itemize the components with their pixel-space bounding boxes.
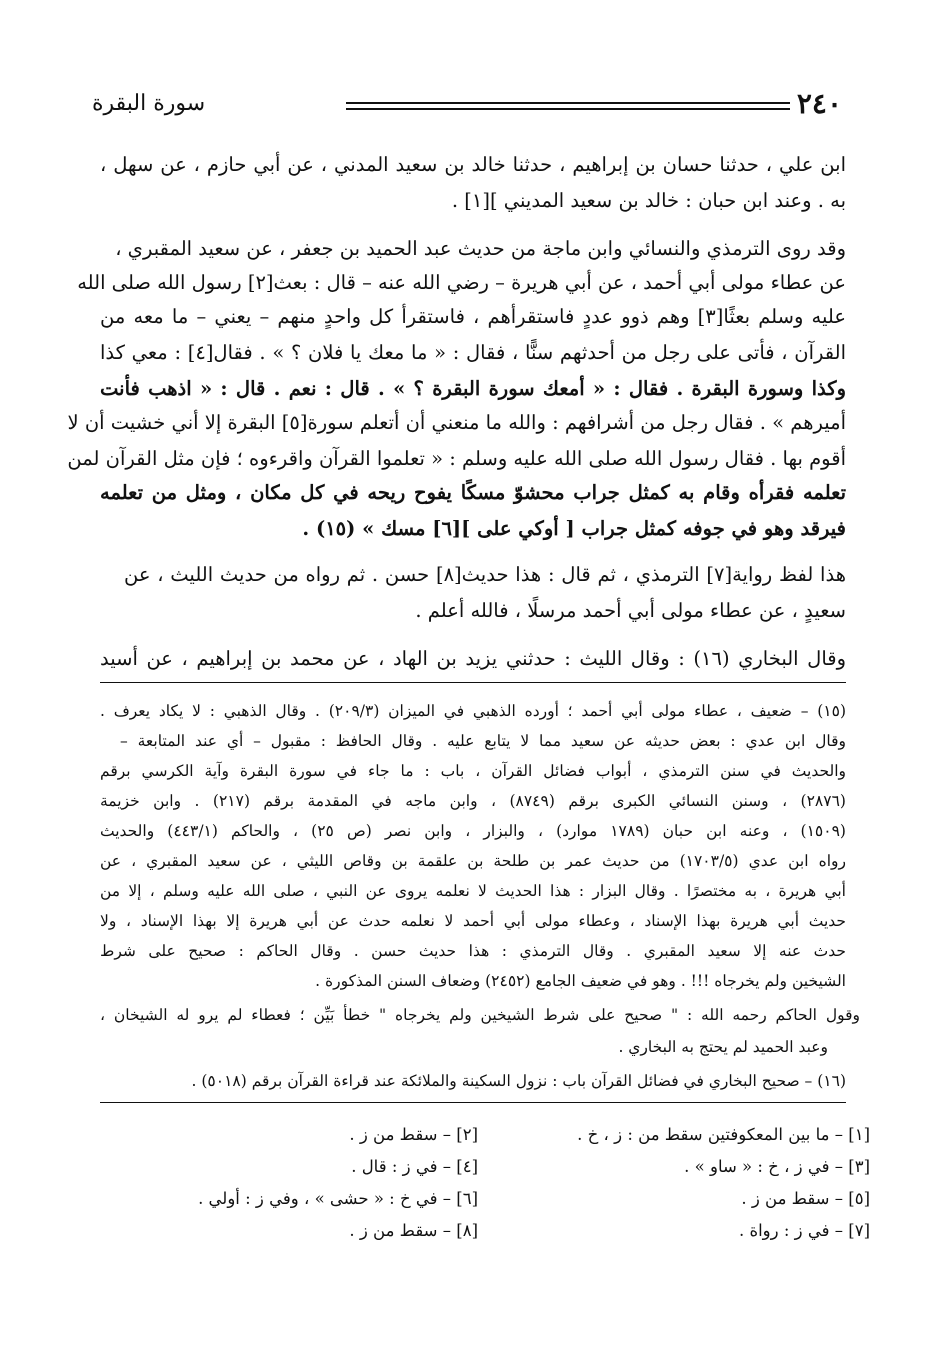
body-line: القرآن ، فأتى على رجل من أحدثهم سنًّا ، فقال : « ما معك يا فلان ؟ » . فقال[٤] : معي كذا xyxy=(100,341,846,364)
header-rule-bottom xyxy=(346,108,790,110)
footnote-line: رواه ابن عدي (١٧٠٣/٥) من حديث عمر بن طلحة بن علقمة بن وقاص الليثي ، عن سعيد المقبري ، عن xyxy=(100,852,846,870)
body-line: فيرقد وهو في جوفه كمثل جراب [ أوكي على ][٦] مسك » (١٥) . xyxy=(302,517,846,540)
page-number: ٢٤٠ xyxy=(796,87,842,120)
variant-note: [١] – ما بين المعكوفتين سقط من : ز ، خ . xyxy=(577,1125,870,1144)
body-line: وقد روى الترمذي والنسائي وابن ماجة من حديث عبد الحميد بن جعفر ، عن سعيد المقبري ، xyxy=(115,237,846,260)
footnote-line: وقول الحاكم رحمه الله : " صحيح على شرط الشيخين ولم يخرجاه " خطأ بَيِّن ؛ فعطاء لم يرو له الشيخان ، xyxy=(100,1006,860,1024)
body-line: سعيدٍ ، عن عطاء مولى أبي أحمد مرسلًا ، فالله أعلم . xyxy=(415,599,846,622)
variant-note: [٨] – سقط من ز . xyxy=(349,1221,478,1240)
footnote-line: وقال ابن عدي : بعض حديثه عن سعيد مما لا يتابع عليه . وقال الحافظ : مقبول – أي عند المتابعة – xyxy=(120,732,846,750)
running-title: سورة البقرة xyxy=(92,91,206,116)
body-line: وقال البخاري (١٦) : وقال الليث : حدثني يزيد بن الهاد ، عن محمد بن إبراهيم ، عن أسيد xyxy=(100,647,846,670)
footnote-line: (١٦) – صحيح البخاري في فضائل القرآن باب : نزول السكينة والملائكة عند قراءة القرآن برقم (٥٠١٨) . xyxy=(191,1072,846,1090)
footnote-line: أبي هريرة ، به مختصرًا . وقال البزار : هذا الحديث لا نعلمه يروى عن النبي ، صلى الله عليه وسلم ، إلا من xyxy=(100,882,846,900)
footnote-line: الشيخين ولم يخرجاه !!! . وهو في ضعيف الجامع (٢٤٥٢) وضعاف السنن المذكورة . xyxy=(315,972,846,990)
variant-note: [٤] – في ز : قال . xyxy=(351,1157,478,1176)
footnote-line: (٢٨٧٦) ، وسنن النسائي الكبرى برقم (٨٧٤٩) ، وابن ماجه في المقدمة برقم (٢١٧) . وابن خزيمة xyxy=(100,792,846,810)
variant-note: [٦] – في خ : « حشى » ، وفي ز : أولي . xyxy=(198,1189,478,1208)
footnote-line: (١٥٠٩) ، وعنه ابن حبان (١٧٨٩ موارد) ، والبزار ، وابن نصر (ص ٢٥) ، والحاكم (٤٤٣/١) والحديث xyxy=(100,822,846,840)
footnote-line: وعبد الحميد لم يحتج به البخاري . xyxy=(618,1038,828,1056)
footnote-separator xyxy=(100,682,846,683)
variant-note: [٧] – في ز : رواة . xyxy=(738,1221,870,1240)
variant-note: [٣] – في ز ، خ : « ساو » . xyxy=(684,1157,870,1176)
body-line: وكذا وسورة البقرة . فقال : « أمعك سورة البقرة ؟ » . قال : نعم . قال : « اذهب فأنت xyxy=(100,377,846,400)
body-line: ابن علي ، حدثنا حسان بن إبراهيم ، حدثنا خالد بن سعيد المدني ، عن أبي حازم ، عن سهل ، xyxy=(100,153,846,176)
header-rule-top xyxy=(346,102,790,104)
body-line: به . وعند ابن حبان : خالد بن سعيد المديني ][١] . xyxy=(451,189,846,212)
footnote-line: حديث أبي هريرة بهذا الإسناد ، وعطاء مولى أبي أحمد لا نعلمه حدث عن أبي هريرة إلا بهذا الإسناد ، ولا xyxy=(100,912,846,930)
body-line: هذا لفظ رواية[٧] الترمذي ، ثم قال : هذا حديث[٨] حسن . ثم رواه من حديث الليث ، عن xyxy=(124,563,846,586)
footnote-line: (١٥) – ضعيف ، عطاء مولى أبي أحمد ؛ أورده الذهبي في الميزان (٢٠٩/٣) . وقال الذهبي : لا يكاد يعرف . xyxy=(100,702,847,720)
variant-note: [٢] – سقط من ز . xyxy=(349,1125,478,1144)
body-line: تعلمه فقرأه وقام به كمثل جراب محشوّ مسكًا يفوح ريحه في كل مكان ، ومثل من تعلمه xyxy=(100,481,846,504)
body-line: أقوم بها . فقال رسول الله صلى الله عليه وسلم : « تعلموا القرآن واقرءوه ؛ فإن مثل القرآن لمن xyxy=(67,447,846,470)
variant-note: [٥] – سقط من ز . xyxy=(741,1189,870,1208)
body-line: عليه وسلم بعثًا[٣] وهم ذوو عددٍ فاستقرأهم ، فاستقرأ كل واحدٍ منهم – يعني – ما معه من xyxy=(100,305,846,328)
footnote-line: حدث عنه إلا سعيد المقبري . وقال الترمذي : هذا حديث حسن . وقال الحاكم : صحيح على شرط xyxy=(100,942,846,960)
body-line: أميرهم » . فقال رجل من أشرافهم : والله ما منعني أن أتعلم سورة[٥] البقرة إلا أني خشيت أن لا xyxy=(67,411,846,434)
body-line: عن عطاء مولى أبي أحمد ، عن أبي هريرة – رضي الله عنه – قال : بعث[٢] رسول الله صلى الله xyxy=(77,271,846,294)
footnote-line: والحديث في سنن الترمذي ، أبواب فضائل القرآن ، باب : ما جاء في سورة البقرة وآية الكرسي برقم xyxy=(100,762,846,780)
variants-separator xyxy=(100,1102,846,1103)
